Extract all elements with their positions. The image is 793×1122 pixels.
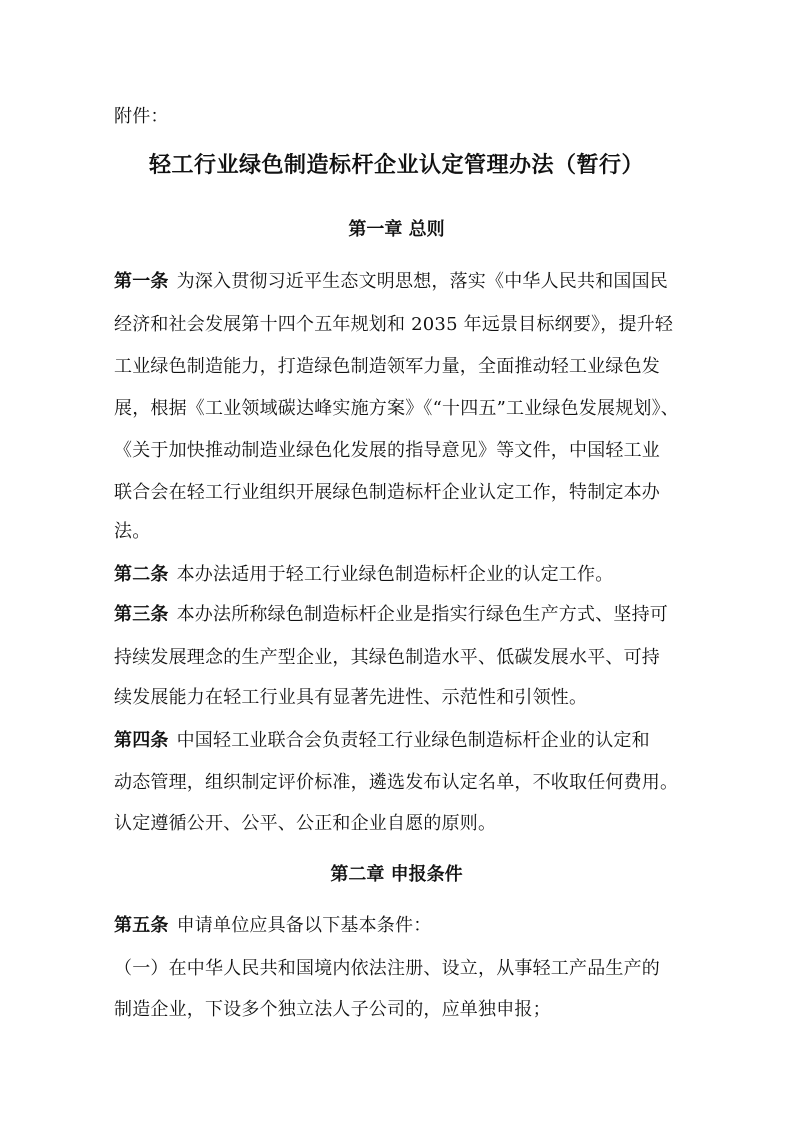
article-1-line: 经济和社会发展第十四个五年规划和 2035 年远景目标纲要》，提升轻: [114, 314, 674, 335]
chapter-heading: 第二章 申报条件: [330, 864, 463, 885]
chapter-heading: 第一章 总则: [348, 219, 445, 240]
article-2-line: [114, 564, 684, 586]
article-label: 第一条: [114, 271, 169, 292]
article-label: 第四条: [114, 730, 169, 751]
article-text: 申请单位应具备以下基本条件：: [176, 915, 432, 936]
article-text: 本办法所称绿色制造标杆企业是指实行绿色生产方式、坚持可: [176, 604, 669, 625]
attachment-label: 附件：: [114, 106, 169, 127]
article-1-line: 《关于加快推动制造业绿色化发展的指导意见》等文件，中国轻工业: [114, 440, 660, 461]
article-1-line: [114, 271, 684, 293]
article-5-line: [114, 915, 684, 937]
article-3-line: 持续发展理念的生产型企业，其绿色制造水平、低碳发展水平、可持: [114, 647, 660, 668]
clause-line: （一）在中华人民共和国境内依法注册、设立，从事轻工产品生产的: [114, 958, 660, 979]
document-title: 轻工行业绿色制造标杆企业认定管理办法（暂行）: [148, 153, 644, 178]
article-1-line: 展，根据《工业领域碳达峰实施方案》《“十四五”工业绿色发展规划》、: [114, 398, 680, 419]
article-text: 为深入贯彻习近平生态文明思想，落实《中华人民共和国国民: [176, 271, 669, 292]
clause-line: 制造企业，下设多个独立法人子公司的，应单独申报；: [114, 999, 551, 1020]
article-label: 第三条: [114, 604, 169, 625]
article-4-line: 认定遵循公开、公平、公正和企业自愿的原则。: [114, 813, 497, 834]
article-text: 中国轻工业联合会负责轻工行业绿色制造标杆企业的认定和: [176, 730, 650, 751]
article-label: 第五条: [114, 915, 169, 936]
article-3-line: 续发展能力在轻工行业具有显著先进性、示范性和引领性。: [114, 687, 588, 708]
article-4-line: [114, 730, 684, 752]
article-1-line: 法。: [114, 521, 151, 542]
article-3-line: [114, 604, 684, 626]
article-label: 第二条: [114, 564, 169, 585]
article-text: 本办法适用于轻工行业绿色制造标杆企业的认定工作。: [176, 564, 614, 585]
article-4-line: 动态管理，组织制定评价标准，遴选发布认定名单，不收取任何费用。: [114, 772, 679, 793]
article-1-line: 联合会在轻工行业组织开展绿色制造标杆企业认定工作，特制定本办: [114, 482, 660, 503]
article-1-line: 工业绿色制造能力，打造绿色制造领军力量，全面推动轻工业绿色发: [114, 356, 660, 377]
